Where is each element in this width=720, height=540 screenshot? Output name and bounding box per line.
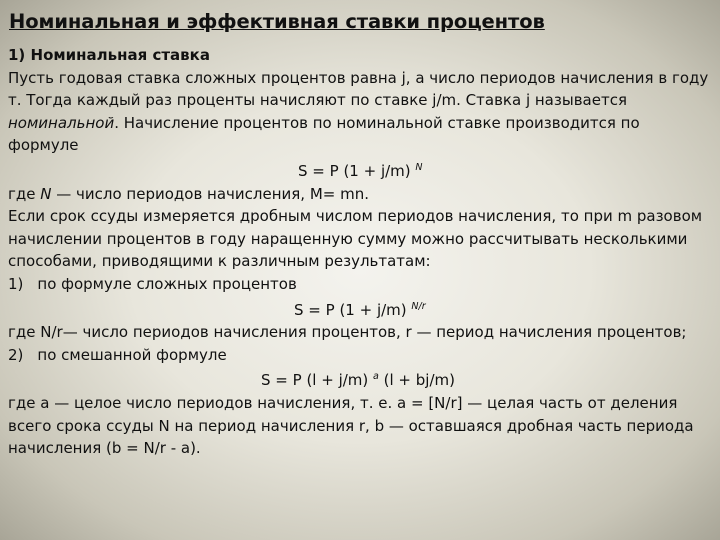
formula-compound-nominal [8, 157, 712, 183]
paragraph-fractional-term: Если срок ссуды измеряется дробным числом периодов начисления, то при m разовом начислении процентов в году наращенную сумму можно рассчитывать несколькими способами, приводящими к различным результатам: [8, 207, 703, 271]
slide-body [8, 44, 712, 460]
list-item-mixed [8, 344, 712, 367]
list-text: по смешанной формуле [37, 345, 227, 364]
paragraph-where-nr: где N/r— число периодов начисления процентов, r — период начисления процентов; [8, 323, 687, 342]
list-text: по формуле сложных процентов [37, 274, 297, 293]
paragraph-where-a-b: где а — целое число периодов начисления, т. е. а = [N/r] — целая часть от деления всего срока ссуды N на период начисления r, b — оставшаяся дробная часть периода начисления (b = N/r - а). [8, 393, 694, 458]
list-number: 2) [8, 345, 24, 364]
list-item-compound [8, 273, 712, 296]
term-nominal: номинальной [8, 113, 115, 132]
paragraph-text: — число периодов начисления, М= mn. [51, 184, 370, 203]
paragraph-where-n [8, 183, 712, 206]
formula-text: S = P (l + j/m) [261, 371, 369, 390]
list-number: 1) [8, 274, 24, 293]
formula-text: S = P (1 + j/m) [294, 300, 407, 319]
formula-exponent: a [373, 371, 379, 383]
formula-exponent: N [415, 161, 423, 173]
formula-text: (l + bj/m) [378, 371, 455, 390]
paragraph-nominal-definition [8, 67, 712, 157]
formula-exponent: N/r [411, 300, 426, 312]
variable-n: N [40, 184, 52, 203]
paragraph-text: . Начисление процентов по номинальной ставке производится по формуле [8, 113, 640, 155]
paragraph-text: Пусть годовая ставка сложных процентов равна j, а число периодов начисления в году т. Тогда каждый раз проценты начисляют по ставке j/m. Ставка j называется [8, 68, 709, 110]
formula-text: S = P (1 + j/m) [298, 161, 411, 180]
paragraph-text: где [8, 184, 41, 203]
formula-mixed [8, 366, 712, 392]
section-heading-nominal: 1) Номинальная ставка [8, 46, 210, 64]
slide-title: Номинальная и эффективная ставки процентов [9, 10, 545, 33]
formula-compound-fractional [8, 296, 712, 322]
